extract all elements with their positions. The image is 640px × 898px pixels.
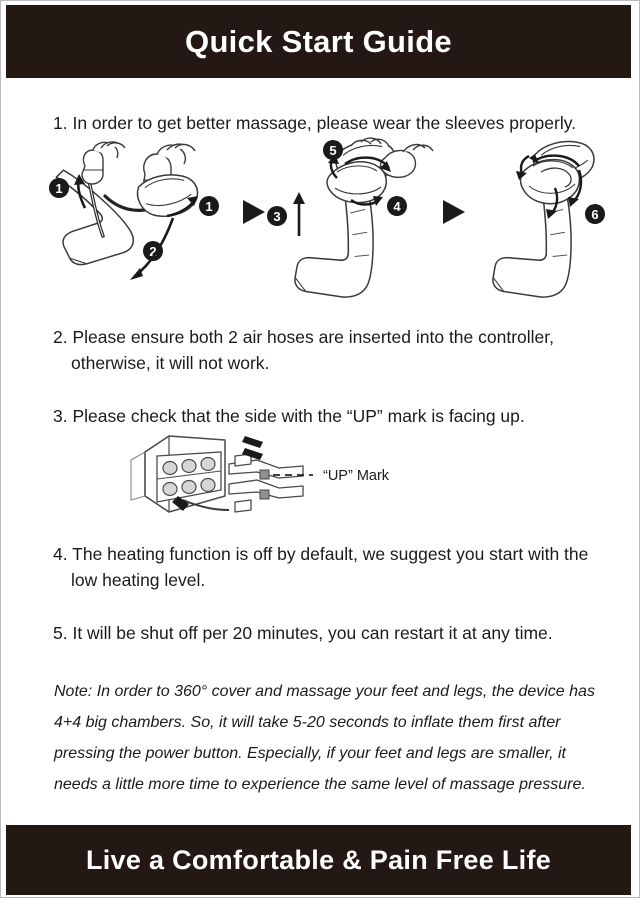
step-1-text: 1. In order to get better massage, please wear the sleeves properly. xyxy=(53,113,577,133)
controller-up-mark-illustration xyxy=(117,430,397,525)
step-badge-1b xyxy=(199,196,219,216)
step-badge-6 xyxy=(585,204,605,224)
badge-label: 5 xyxy=(329,143,337,158)
page-title: Quick Start Guide xyxy=(185,23,452,59)
step-badge-3 xyxy=(267,206,287,226)
badge-label: 1 xyxy=(55,181,63,196)
up-mark-tab-lower xyxy=(260,490,269,499)
sleeve-wrapping-svg xyxy=(37,140,599,295)
step-2-text: 2. Please ensure both 2 air hoses are inserted into the controller, otherwise, it will not work. xyxy=(53,327,554,373)
badge-label: 6 xyxy=(591,207,599,222)
illustration-panel-1 xyxy=(49,142,219,280)
illustration-panel-3 xyxy=(491,135,605,302)
note-paragraph: Note: In order to 360° cover and massage your feet and legs, the device has 4+4 big chambers. So, it will take 5-20 seconds to inflate them first after pressing the power button. Especially, if your feet and legs are smaller, it needs a little more time to experience the same level of massage pressure. xyxy=(54,683,595,793)
sleeve-wrapping-illustration xyxy=(37,140,599,295)
step-4-text: 4. The heating function is off by default, we suggest you start with the low heating level. xyxy=(53,544,589,590)
badge-label: 3 xyxy=(273,209,281,224)
step-3-text: 3. Please check that the side with the “UP” mark is facing up. xyxy=(53,406,525,426)
step-badge-4 xyxy=(387,196,407,216)
guide-content xyxy=(7,78,630,823)
footer-slogan: Live a Comfortable & Pain Free Life xyxy=(85,844,552,875)
illustration-panel-2 xyxy=(267,135,433,302)
up-mark-label: “UP” Mark xyxy=(323,468,390,484)
step-5-text: 5. It will be shut off per 20 minutes, you can restart it at any time. xyxy=(53,623,553,643)
badge-label: 4 xyxy=(393,199,401,214)
up-mark-tab-upper xyxy=(260,470,269,479)
step-badge-5 xyxy=(323,140,343,160)
header-banner xyxy=(6,5,631,78)
panel-separator-2 xyxy=(443,200,465,224)
footer-banner xyxy=(6,825,631,895)
badge-label: 1 xyxy=(205,199,213,214)
step-badge-1a xyxy=(49,178,69,198)
hose-connectors xyxy=(229,454,303,512)
badge-label: 2 xyxy=(149,244,157,259)
panel-separator-1 xyxy=(243,200,265,224)
